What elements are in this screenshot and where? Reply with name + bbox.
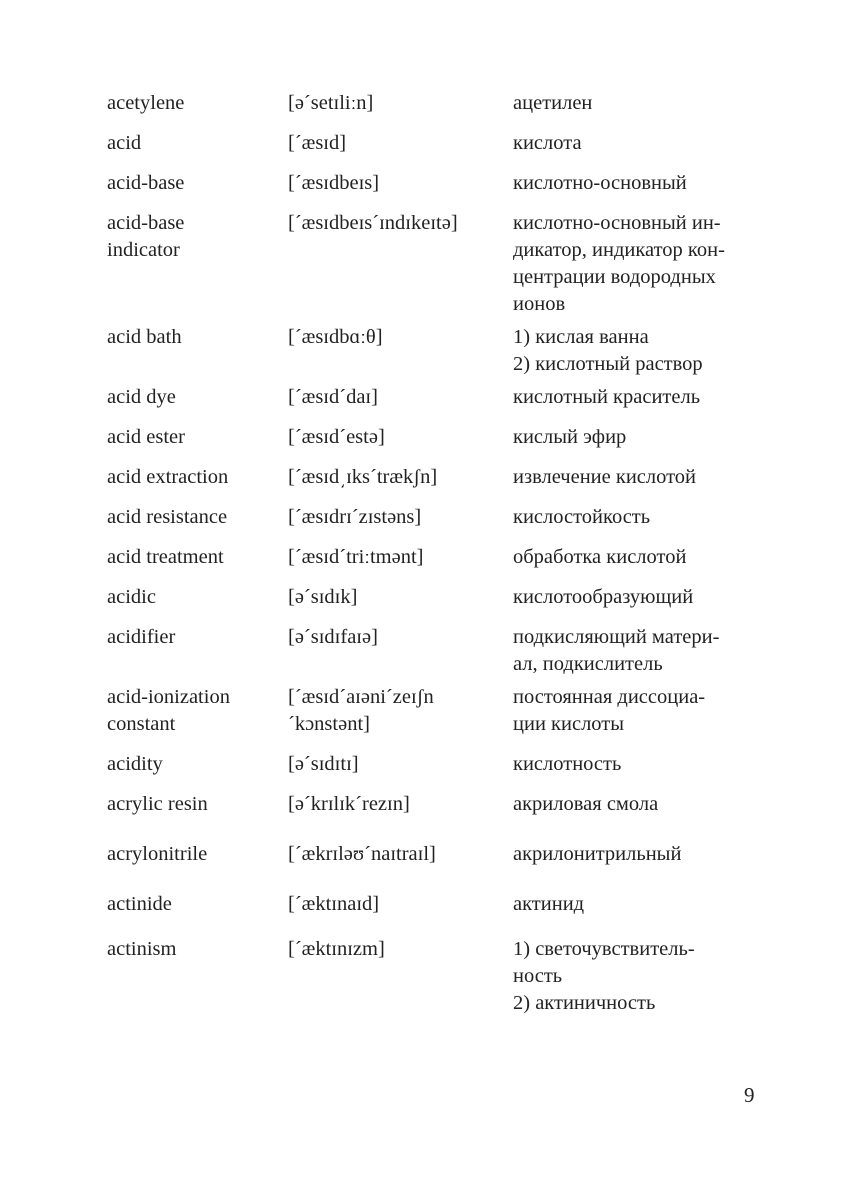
entry-translation — [513, 464, 787, 491]
entry-term — [107, 90, 288, 117]
entry-term — [107, 130, 288, 157]
translation-line: ацетилен — [513, 92, 593, 114]
entry-acid-base-indicator — [107, 210, 787, 318]
transcription-line: [ə´krɪlɪk´rezɪn] — [288, 793, 410, 815]
transcription-line: [ə´sɪdɪk] — [288, 586, 358, 608]
transcription-line: [´æsɪdbeɪs´ɪndɪkeɪtə] — [288, 212, 458, 234]
entry-acidifier — [107, 624, 787, 678]
entry-translation — [513, 210, 787, 318]
entry-term — [107, 170, 288, 197]
entry-acidic — [107, 584, 787, 611]
page-number: 9 — [744, 1083, 755, 1107]
entry-translation — [513, 751, 787, 778]
term-line: acid extraction — [107, 466, 229, 488]
entry-translation — [513, 544, 787, 571]
term-line: acetylene — [107, 92, 185, 114]
transcription-line: [ə´setɪliːn] — [288, 92, 374, 114]
translation-line: извлечение кислотой — [513, 466, 697, 488]
transcription-line: [´æsɪd´aɪəni´zeɪʃn — [288, 686, 434, 708]
entry-acrylic-resin — [107, 791, 787, 818]
entry-actinide — [107, 891, 787, 918]
translation-line: кислотность — [513, 753, 622, 775]
term-line: acid resistance — [107, 506, 228, 528]
entry-term — [107, 624, 288, 678]
entry-translation — [513, 424, 787, 451]
entry-acid-dye — [107, 384, 787, 411]
entry-translation — [513, 624, 787, 678]
entry-term — [107, 210, 288, 318]
entry-term — [107, 791, 288, 818]
entry-transcription — [288, 684, 513, 738]
entry-transcription — [288, 170, 513, 197]
entry-transcription — [288, 751, 513, 778]
entry-acidity — [107, 751, 787, 778]
term-line: indicator — [107, 239, 180, 261]
entry-transcription — [288, 891, 513, 918]
entry-actinism — [107, 936, 787, 1017]
entry-transcription — [288, 384, 513, 411]
term-line: acid-base — [107, 172, 185, 194]
translation-line: кислота — [513, 132, 582, 154]
entry-transcription — [288, 130, 513, 157]
entry-translation — [513, 791, 787, 818]
transcription-line: [´æktɪnɪzm] — [288, 938, 385, 960]
translation-line: кислотообразующий — [513, 586, 694, 608]
dictionary-entries — [107, 90, 787, 1017]
entry-transcription — [288, 424, 513, 451]
entry-acetylene — [107, 90, 787, 117]
transcription-line: [´æktɪnaɪd] — [288, 893, 380, 915]
translation-line: постоянная диссоциа- — [513, 686, 706, 708]
entry-acid-ionization-constant — [107, 684, 787, 738]
entry-translation — [513, 324, 787, 378]
entry-acid-extraction — [107, 464, 787, 491]
entry-transcription — [288, 464, 513, 491]
entry-term — [107, 936, 288, 1017]
translation-line: 2) кислотный раствор — [513, 353, 703, 375]
entry-term — [107, 544, 288, 571]
entry-acid-ester — [107, 424, 787, 451]
term-line: acidic — [107, 586, 156, 608]
entry-term — [107, 504, 288, 531]
entry-term — [107, 841, 288, 868]
entry-translation — [513, 936, 787, 1017]
entry-term — [107, 384, 288, 411]
entry-transcription — [288, 90, 513, 117]
entry-transcription — [288, 841, 513, 868]
entry-transcription — [288, 324, 513, 378]
translation-line: кислотно-основный — [513, 172, 687, 194]
entry-translation — [513, 170, 787, 197]
transcription-line: [´æsɪdbɑːθ] — [288, 326, 383, 348]
entry-acid-bath — [107, 324, 787, 378]
entry-translation — [513, 891, 787, 918]
transcription-line: [´æsɪdbeɪs] — [288, 172, 380, 194]
entry-translation — [513, 130, 787, 157]
translation-line: акриловая смола — [513, 793, 659, 815]
transcription-line: [´æsɪd´daɪ] — [288, 386, 378, 408]
entry-acid-resistance — [107, 504, 787, 531]
entry-transcription — [288, 544, 513, 571]
translation-line: 1) кислая ванна — [513, 326, 649, 348]
term-line: acid ester — [107, 426, 185, 448]
entry-translation — [513, 90, 787, 117]
translation-line: актинид — [513, 893, 585, 915]
term-line: acidifier — [107, 626, 176, 648]
entry-term — [107, 751, 288, 778]
term-line: acid — [107, 132, 142, 154]
transcription-line: [´æsɪd´estə] — [288, 426, 385, 448]
translation-line: кислотный краситель — [513, 386, 701, 408]
translation-line: ции кислоты — [513, 713, 625, 735]
transcription-line: [ə´sɪdɪfaɪə] — [288, 626, 378, 648]
translation-line: обработка кислотой — [513, 546, 687, 568]
translation-line: дикатор, индикатор кон- — [513, 239, 725, 261]
term-line: constant — [107, 713, 176, 735]
entry-acid-base — [107, 170, 787, 197]
entry-term — [107, 891, 288, 918]
entry-acid — [107, 130, 787, 157]
term-line: acidity — [107, 753, 163, 775]
entry-transcription — [288, 936, 513, 1017]
entry-translation — [513, 684, 787, 738]
entry-translation — [513, 384, 787, 411]
translation-line: 2) актиничность — [513, 992, 656, 1014]
translation-line: акрилонитрильный — [513, 843, 682, 865]
entry-translation — [513, 584, 787, 611]
entry-acid-treatment — [107, 544, 787, 571]
transcription-line: [´æsɪd͵ɪks´trækʃn] — [288, 466, 438, 488]
term-line: actinide — [107, 893, 172, 915]
entry-term — [107, 584, 288, 611]
term-line: acid treatment — [107, 546, 224, 568]
term-line: acid bath — [107, 326, 182, 348]
translation-line: кислостойкость — [513, 506, 651, 528]
entry-translation — [513, 841, 787, 868]
transcription-line: [´æsɪdrɪ´zɪstəns] — [288, 506, 422, 528]
translation-line: 1) светочувствитель- — [513, 938, 695, 960]
entry-term — [107, 424, 288, 451]
term-line: acid-ionization — [107, 686, 230, 708]
translation-line: ал, подкислитель — [513, 653, 663, 675]
term-line: acrylonitrile — [107, 843, 208, 865]
translation-line: центрации водородных — [513, 266, 716, 288]
transcription-line: ´kɔnstənt] — [288, 713, 370, 735]
translation-line: подкисляющий матери- — [513, 626, 720, 648]
entry-translation — [513, 504, 787, 531]
entry-transcription — [288, 210, 513, 318]
transcription-line: [´æsɪd] — [288, 132, 347, 154]
entry-transcription — [288, 791, 513, 818]
transcription-line: [´æsɪd´triːtmənt] — [288, 546, 424, 568]
translation-line: кислотно-основный ин- — [513, 212, 721, 234]
translation-line: ность — [513, 965, 563, 987]
entry-transcription — [288, 504, 513, 531]
entry-transcription — [288, 584, 513, 611]
transcription-line: [ə´sɪdɪtɪ] — [288, 753, 359, 775]
entry-acrylonitrile — [107, 841, 787, 868]
term-line: acid-base — [107, 212, 185, 234]
term-line: actinism — [107, 938, 177, 960]
entry-term — [107, 324, 288, 378]
term-line: acid dye — [107, 386, 176, 408]
entry-term — [107, 684, 288, 738]
entry-term — [107, 464, 288, 491]
term-line: acrylic resin — [107, 793, 208, 815]
translation-line: ионов — [513, 293, 566, 315]
transcription-line: [´ækrɪləʊ´naɪtraɪl] — [288, 843, 436, 865]
entry-transcription — [288, 624, 513, 678]
translation-line: кислый эфир — [513, 426, 627, 448]
